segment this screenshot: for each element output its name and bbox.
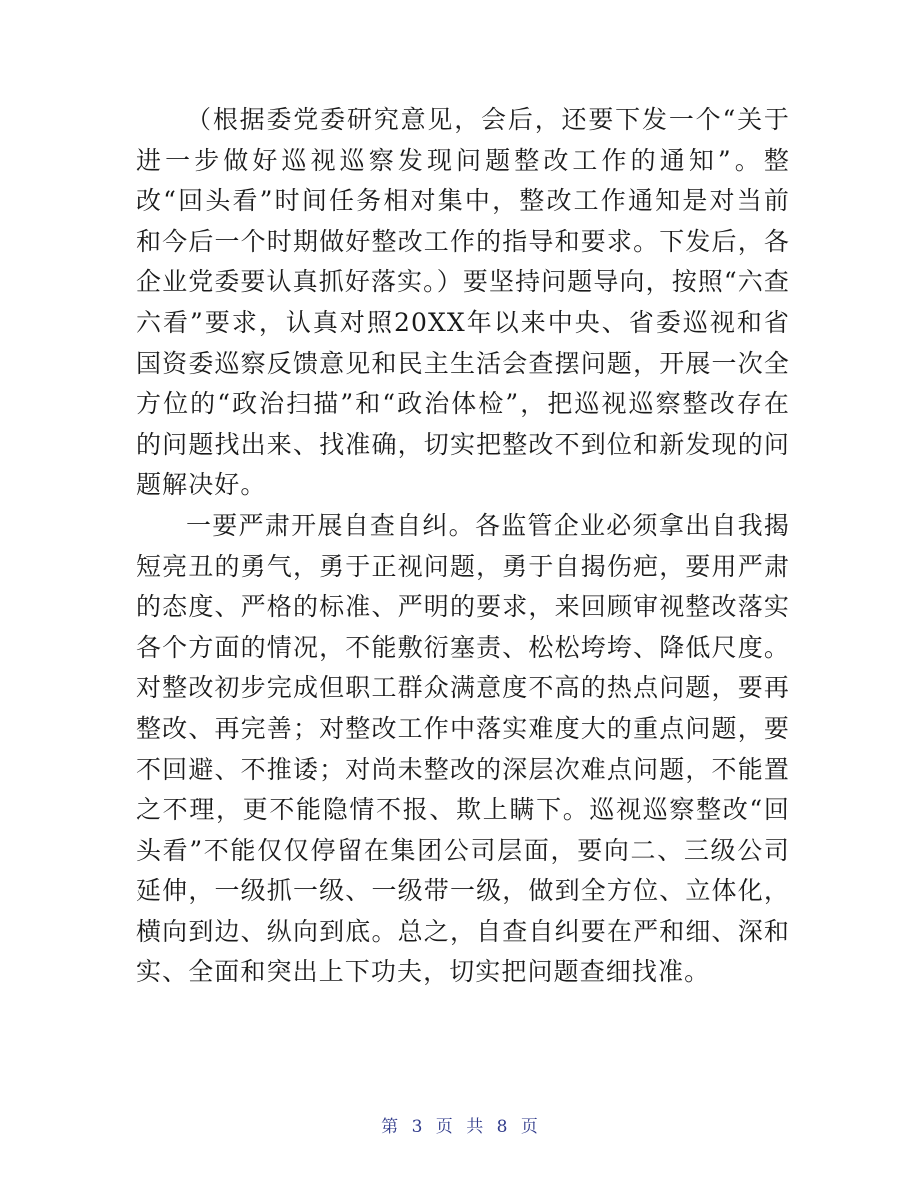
document-body	[136, 100, 790, 993]
paragraph-1: （根据委党委研究意见，会后，还要下发一个“关于进一步做好巡视巡察发现问题整改工作的通知”。整改“回头看”时间任务相对集中，整改工作通知是对当前和今后一个时期做好整改工作的指导和要求。下发后，各企业党委要认真抓好落实。）要坚持问题导向，按照“六查六看”要求，认真对照20XX年以来中央、省委巡视和省国资委巡察反馈意见和民主生活会查摆问题，开展一次全方位的“政治扫描”和“政治体检”，把巡视巡察整改存在的问题找出来、找准确，切实把整改不到位和新发现的问题解决好。	[136, 105, 790, 500]
paragraph-2: 一要严肃开展自查自纠。各监管企业必须拿出自我揭短亮丑的勇气，勇于正视问题，勇于自揭伤疤，要用严肃的态度、严格的标准、严明的要求，来回顾审视整改落实各个方面的情况，不能敷衍塞责、松松垮垮、降低尺度。对整改初步完成但职工群众满意度不高的热点问题，要再整改、再完善；对整改工作中落实难度大的重点问题，要不回避、不推诿；对尚未整改的深层次难点问题，不能置之不理，更不能隐情不报、欺上瞒下。巡视巡察整改“回头看”不能仅仅停留在集团公司层面，要向二、三级公司延伸，一级抓一级、一级带一级，做到全方位、立体化，横向到边、纵向到底。总之，自查自纠要在严和细、深和实、全面和突出上下功夫，切实把问题查细找准。	[136, 510, 790, 987]
page-footer: 第 3 页 共 8 页	[381, 1117, 539, 1137]
